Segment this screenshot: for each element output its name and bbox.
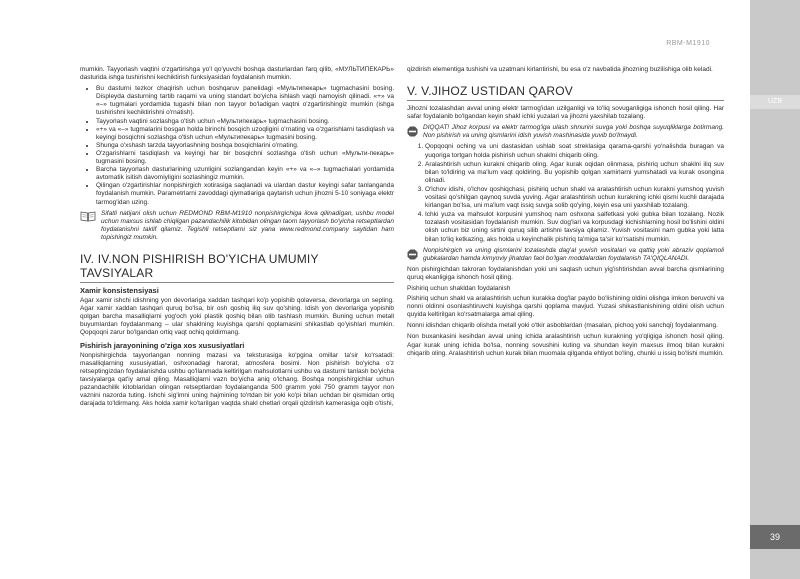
list-item: 2. Aralashtirish uchun kurakni chiqarib oling. Agar kurak oqidan olinmasa, pishiriq uchun shaklni iliq suv bilan to'ldiring va ma'lum vaqt qoldiring. Bu yopishib qolgan xamirlarni yumshatadi va kurak osongina olinadi. [425, 161, 724, 185]
list-item: • Tayyorlash vaqtini sozlashga o'tish uchun «Мультипекарь» tugmachasini bosing. [96, 118, 394, 126]
coating-paragraph: Pishiriq uchun shakl va aralashtirish uchun kurakka dog'lar paydo bo'lishining oldini olishga imkon beruvchi va nonni oldinni osonlashtiruvchi kuyishga qarshi qoplama mavjud. Yuzasi shikastlanishining oldini olish uchun quyida keltirilgan ko'rsatmalarga amal qiling. [407, 295, 724, 319]
page-number: 39 [750, 525, 800, 549]
tools-paragraph: Nonni idishdan chiqarib olishda metall yoki o'tkir asboblardan (masalan, pichoq yoki sanchqi) foydalanmang. [407, 322, 718, 330]
section-heading-v: V. V.JIHOZ USTIDAN QAROV [407, 84, 724, 101]
subheading-pan: Pishiriq uchun shakldan foydalanish [407, 284, 511, 292]
subheading-baking: Pishirish jarayonining o'ziga xos xususiyatlari [80, 340, 245, 350]
warning-text: DIQQAT! Jihoz korpusi va elektr tarmog'iga ulash shnurini suvga yoki boshqa suyuqliklarga botirmang. Non pishirish va uning qismlarini idish yuvish mashinasida yuvib bo'lmaydi. [423, 124, 724, 140]
care-paragraph: Jihozni tozalashdan avval uning elektr tarmog'idan uzilganligi va to'liq sovuganligiga ishonch hosil qiling. Har safar foydalanib bo'lgandan keyin shakl ichki yuzalari va jihozni yaxshilab tozalang. [407, 105, 724, 121]
left-column [80, 66, 394, 411]
right-column [407, 66, 724, 361]
list-item: • Qilingan o'zgartirishlar nonpishirgich xotirasiga saqlanadi va ulardan dastur keyingi safar tanlanganda foydalanish mumkin. Parametrlarni zavoddagi qiymatlariga qaytarish uchun jihozni 5-10 soniyaga elektr tarmog'idan uzing. [96, 182, 394, 206]
cleaning-steps [407, 143, 724, 243]
subheading-dough: Xamir konsistensiyasi [80, 285, 159, 295]
recipe-note [80, 210, 394, 242]
model-number: RBM-M1910 [666, 40, 710, 47]
list-item: • O'zgarishlarni tasdiqlash va keyingi har bir bosqichni sozlashga o'tish uchun «Мульти-пекарь» tugmasini bosing. [96, 150, 394, 166]
paddle-paragraph: Non buxankasini kesihdan avval uning ichida aralashtirish uchun kurakning yo'qligiga ishonch hosil qiling. Agar kurak uning ichida bo'lsa, nonning sovushini kuting va shundan keyin maxsus ilmoq bilan kurakni chiqarib oling. Aralashtirish uchun kurak bilan muomala qilganda ehtiyot bo'ling, chunki u issiq bo'lishi mumkin. [407, 333, 724, 357]
list-item: • Barcha tayyorlash dasturlarining uzunligini sozlangandan keyin «+» va «–» tugmachalari yordamida avtomatik isitish davomiyligini sozlashingiz mumkin. [96, 166, 394, 182]
dough-paragraph: Agar xamir ishchi idishning yon devorlariga xaddan tashqari ko'p yopishib qolaversa, devorlarga un sepling. Agar xamir xaddan tashqari quruq bo'lsa, bir osh qoshiq iliq suv qo'shing. Idish yon devorlariga yopishib qolgan barcha masalliqlarni yog'och yoki plastik qoshiq bilan olib tashlash mumkin. Buning uchun metall buyumlardan foydalanmang – ular shaklning kuyishga qarshi qoplamasini shikastlab qo'yishlari mumkin. Qopqoqni zarur bo'lgandan ortiq vaqt ochiq qoldirmang. [80, 297, 394, 337]
prohibition-text: Nonpishirgich va uning qismlarini tozalashda dag'al yuvish vositalari va qattiq yoki abraziv qoplamoli gubkalardan hamda kimyoviy jihatdan faol bo'lgan moddalardan foydalanish TA'QIQLANADI. [423, 246, 724, 262]
note-text: Sifatli natijani olish uchun REDMOND RBM-M1910 nonpishirgichiga ilova qilinadigan, ushbu model uchun maxsus ishlab chiqilgan pazandachilik kitobidan olingan taom tayyorlash bo'yicha retseptlardan foydalanishni taklif qilamiz. Tegishli retseptlarni siz yana www.redmond.company saytidan ham topishingiz mumkin. [101, 209, 394, 241]
list-item: 4. Ichki yuza va mahsulot korpusini yumshoq nam oshxona salfetkasi yoki gubka bilan tozalang. Nozik tozalash vositasidan foydalanish mumkin. Suv dog'lari va korpusdagi kichishlarning hosil bo'lishini oldini olish uchun biz uning sirtini quruq silib artishni tavsiya qilamiz. Yuvish vositasini nam gubka yoki latta bilan to'liq ketkazing, aks holda u keyinchalik pishiriq ta'miga ta'sir ko'rsatishi mumkin. [425, 211, 724, 243]
stop-icon [407, 249, 418, 260]
book-icon [80, 211, 96, 222]
prohibition-note [407, 247, 724, 263]
side-band [750, 0, 800, 579]
stop-icon [407, 126, 418, 137]
list-item: • Bu dasturni tezkor chaqirish uchun boshqaruv panelidagi «Мультипекарь» tugmachasini bosing. Displeyda dasturning tartib raqami va uning standart bo'yicha ishlash vaqti namoyish qilinadi. «+» va «–» tugmalari yordamida tugashi bilan non tayyor bo'ladigan vaqtni o'zgartirishingiz mumkin (ishga tushirishni kechiktirishni o'rnatish). [96, 85, 394, 117]
warning-note [407, 124, 724, 140]
continued-paragraph: qizdirish elementiga tushishi va uzatmani kirlantirishi, bu esa o'z navbatida jihozning buzilishiga olib keladi. [407, 66, 713, 73]
baking-paragraph: Nonpishirgichda tayyorlangan nonning mazasi va teksturasiga ko'pgina omillar ta'sir ko'rsatadi: masalliqlarning xususiyatlari, oshxonadagi harorat, atmosfera bosimi. Non pishirish bo'yicha o'z retseptingizdan foydalanishda ushbu qo'llanmada keltirilgan mahsulotlarni ushbu va dasturni tanlash bo'yicha tavsiyalarga qat'iy amal qiling. Masalliqlarni vazn bo'yicha aniq o'lchang. Boshqa nonpishirgichlar uchun pazandachilik kitoblaridan olingan retseptlardan foydalanganda 500 gramm yoki 750 gramm tayyor non vaznini nazorda tuting. Ishchi sig'imni uning hajmining to'rtdan bir yoki ko'pi bilan uchdan bir qismidan ortiq darajada to'ldirmang. Aks holda xamir ko'tarilgan vaqtda shakl chetlari orqali qizdirish kamerasiga oqib o'tishi, [80, 351, 394, 408]
intro-paragraph: mumkin. Tayyorlash vaqtini o'zgartirishga yo'l qo'yuvchi boshqa dasturlardan farq qilib, «MУЛЬТИПЕКАРЬ» dasturida ishga tushirishni kechiktirish funksiyasidan foydalanish mumkin. [80, 66, 394, 82]
section-heading-iv: IV. IV.NON PISHIRISH BO'YICHA UMUMIY TAVSIYALAR [80, 252, 394, 283]
list-item: • «+» va «–» tugmalarini bosgan holda birinchi bosqich uzoqligini o'rnating va o'zgarishlarni tasdiqlash va keyingi bosqichni sozlashga o'tish uchun «Мультипекарь» tugmasini bosing. [96, 126, 394, 142]
list-item: 3. O'lchov idishi, o'lchov qoshiqchasi, pishiriq uchun shakl va aralashtirish uchun kurakni yumshoq yuvish vositasi qo'shilgan qaynoq suvda yuving. Agar aralashtirish uchun kurakning ichki qismi kuchli darajada kirlangan bo'lsa, uni ma'lum vaqt issiq suvga solib qo'ying, keyin esa uni yaxshilab tozalang. [425, 186, 724, 210]
list-item: 1. Qopqoqni oching va uni dastasidan ushlab soat streklasiga qarama-qarshi yo'nalishda buragan va yuqoriga tortgan holda pishirish uchun shaklni chiqarib oling. [425, 143, 724, 159]
dry-parts-paragraph: Non pishirgichdan takroran foydalanishdan yoki uni saqlash uchun yig'ishtirishdan avval barcha qismlarining quruq ekanligiga ishonch hosil qiling. [407, 265, 724, 281]
language-tab[interactable]: UZB [750, 95, 800, 109]
bullet-list [80, 85, 394, 206]
list-item: • Shunga o'xshash tarzda tayyorlashning boshqa bosqichlarini o'rnating. [96, 142, 394, 150]
